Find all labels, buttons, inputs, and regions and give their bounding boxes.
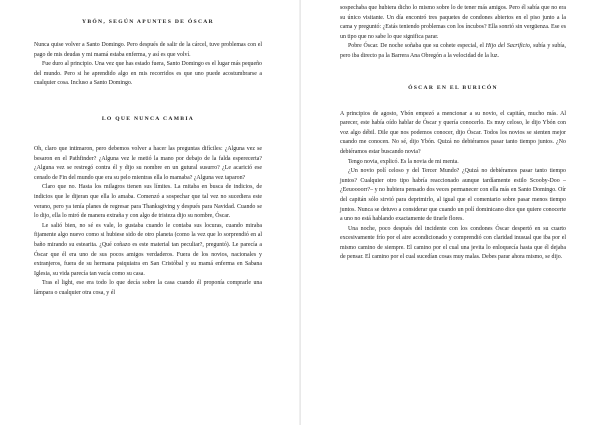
- section-heading-ybon: YBÓN, SEGÚN APUNTES DE ÓSCAR: [82, 19, 214, 25]
- paragraph: sospechaba que hubiera dicho lo mismo sobre lo de tener más amigos. Pero él sabía que no era su único visitante. Un día encontró tres paquetes de condones abiertos en el piso junto a la cama y preguntó: ¿Estás teniendo problemas con los íncubos? Ella sonrió sin vergüenza. Ese es un tipo que no sabe lo que significa parar.: [340, 5, 566, 40]
- section-heading-oscar-en-el-buricon: ÓSCAR EN EL BURICÓN: [408, 84, 498, 91]
- paragraph: Fue duro al principio. Una vez que has estado fuera, Santo Domingo es el lugar más pequeño del mundo. Pero si he aprendido algo en mis recorridos es que uno puede acostumbrarse a cualquier cosa. Incluso a Santo Domingo.: [34, 61, 262, 87]
- paragraph: Le salió bien, no sé es vale, lo gustaba cuando le contaba sus locuras, cuando miraba fijamente algo nuevo como si hubiese sido de otro planeta (como la vez que lo sorprendió en al baño mirando su estearita. ¿Qué coñazo es este material tan peculiar?, preguntó). Le parecía a Óscar que él era uno de sus pocos amigos verdaderos. Fuera de los novios, nacionales y extranjeros, fuera de su hermana psiquiatra en San Cristóbal y su mamá enferma en Sabana Iglesia, su vida parecía tan vacía como su casa.: [34, 222, 262, 277]
- paragraph: Claro que no. Hasta los milagros tienen sus límites. La mitaba en busca de indicios, de indicios que le dijeran que ella lo amaba. Comenzó a sospechar que tal vez no sucediera este verano, pero ya tenía planes de regresar para Thanksgiving y después para Navidad. Cuando se lo dijo, ella lo miró de manera extraña y con algo de tristeza dijo su nombre, Óscar.: [34, 184, 262, 220]
- dream-text-after: , subía y subía, pero iba directo pa la Barrera Ana Obregón a la velocidad de la luz.: [340, 43, 566, 59]
- paragraph: Tengo novia, explicó. Es la novia de mi menta.: [348, 158, 459, 165]
- paragraph: Tras el light, ese era todo lo que decía sobre la casa cuando él proponía comprarle una lámpara o cualquier otra cosa, y él: [34, 280, 262, 296]
- dream-text-before: Pobre Óscar. De noche soñaba que su cohete especial, el: [348, 43, 486, 50]
- rocket-name: Hijo del Sacrificio: [485, 43, 530, 50]
- paragraph: Una noche, poco después del incidente con los condones Óscar despertó en su cuarto excesivamente frío por el aire acondicionado y comprendió con claridad inusual que iba por el mismo camino de siempre. El camino por el cual una jevita lo enloquecía hasta que él dejaba de pensar. El camino por el cual sucedían cosas muy malas. Debes parar ahora mismo, se dijo.: [340, 225, 566, 261]
- section-heading-lo-que-nunca-cambia: LO QUE NUNCA CAMBIA: [101, 115, 195, 122]
- paragraph: Oh, claro que intimaron, pero debemos volver a hacer las preguntas difíciles: ¿Alguna vez se besaron en el Pathfinder? ¿Alguna vez le metió la mano por debajo de la falda esperecerta? ¿Alguna vez se restregó contra él y dijo su nombre en un gutural susurro? ¿Le acarició ese cenado de Fin del mundo que era su pelo mientras ella lo mamaba? ¿Alguna vez taparon?: [34, 145, 262, 181]
- paragraph: ¿Un novio polí celoso y del Tercer Mundo? ¿Quizá no debiéramos pasar tanto tiempo juntos? Cualquier otro tipo habría reaccionado aunque tardíamente estilo Scooby-Doo – ¿Eeuoooorr?– y no hubiera pensado dos veces permanecer con ella más en Santo Domingo. Oír del capitán sólo sirvió para deprimirlo, al igual que el comentario sobre pasar menos tiempo juntos. Nunca se detuvo a considerar que cuando un polí dominicano dice que quiere conocerte a uno no está hablando exactamente de tirarle flores.: [340, 168, 566, 223]
- right-page: [300, 0, 600, 425]
- paragraph: A principios de agosto, Ybón empezó a mencionar a su novio, el capitán, mucho más. Al parecer, este había oído hablar de Óscar y quería conocerlo. Es muy celoso, le dijo Ybón con voz algo débil. Dile que nos podemos conocer, dijo Óscar. Todos los novios se sienten mejor cuando me conocen. No sé, dijo Ybón. Quizá no debiéramos pasar tanto tiempo juntos. ¿No debiéramos estar buscando novia?: [340, 110, 566, 155]
- paragraph: Nunca quise volver a Santo Domingo. Pero después de salir de la cárcel, tuve problemas con el pago de mis deudas y mi mamá estaba enferma, y así es que volví.: [34, 42, 262, 58]
- paragraph-dream: [340, 42, 566, 61]
